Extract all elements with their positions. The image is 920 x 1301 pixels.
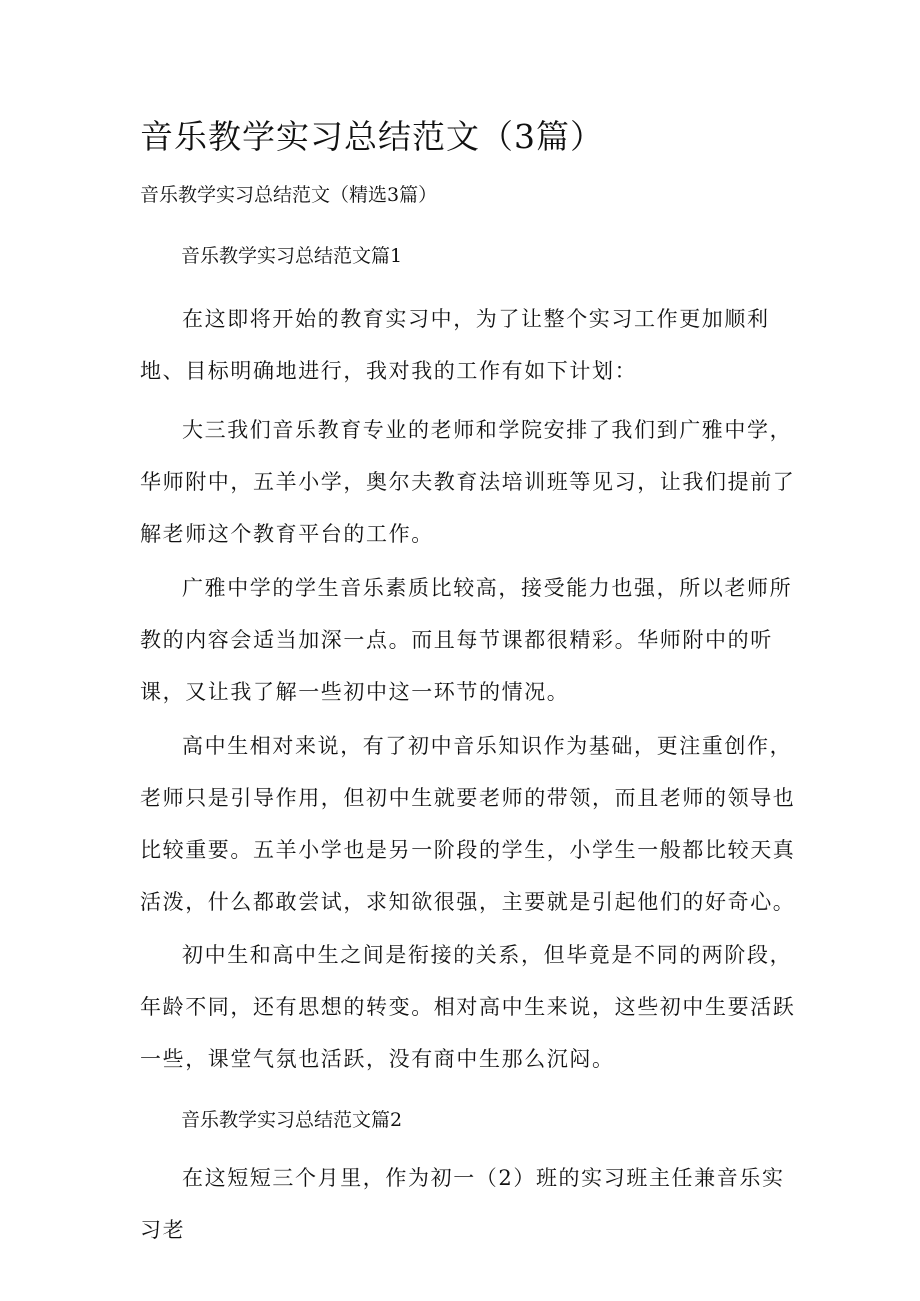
section-heading-2: 音乐教学实习总结范文篇2 xyxy=(181,1109,403,1131)
section-heading-1: 音乐教学实习总结范文篇1 xyxy=(181,245,403,267)
paragraph: 初中生和高中生之间是衔接的关系，但毕竟是不同的两阶段，年龄不同，还有思想的转变。相对高中生来说，这些初中生要活跃一些，课堂气氛也活跃，没有商中生那么沉闷。 xyxy=(140,943,796,1071)
paragraph: 大三我们音乐教育专业的老师和学院安排了我们到广雅中学，华师附中，五羊小学，奥尔夫教育法培训班等见习，让我们提前了解老师这个教育平台的工作。 xyxy=(140,418,796,546)
paragraph: 高中生相对来说，有了初中音乐知识作为基础，更注重创作，老师只是引导作用，但初中生就要老师的带领，而且老师的领导也比较重要。五羊小学也是另一阶段的学生，小学生一般都比较天真活泼，什么都敢尝试，求知欲很强，主要就是引起他们的好奇心。 xyxy=(140,734,796,914)
document-subtitle: 音乐教学实习总结范文（精选3篇） xyxy=(140,184,438,206)
paragraph: 广雅中学的学生音乐素质比较高，接受能力也强，所以老师所教的内容会适当加深一点。而且每节课都很精彩。华师附中的听课，又让我了解一些初中这一环节的情况。 xyxy=(140,576,793,704)
paragraph: 在这短短三个月里，作为初一（2）班的实习班主任兼音乐实习老 xyxy=(140,1166,785,1242)
document-title: 音乐教学实习总结范文（3篇） xyxy=(140,117,604,156)
paragraph: 在这即将开始的教育实习中，为了让整个实习工作更加顺利地、目标明确地进行，我对我的工作有如下计划： xyxy=(140,307,770,383)
